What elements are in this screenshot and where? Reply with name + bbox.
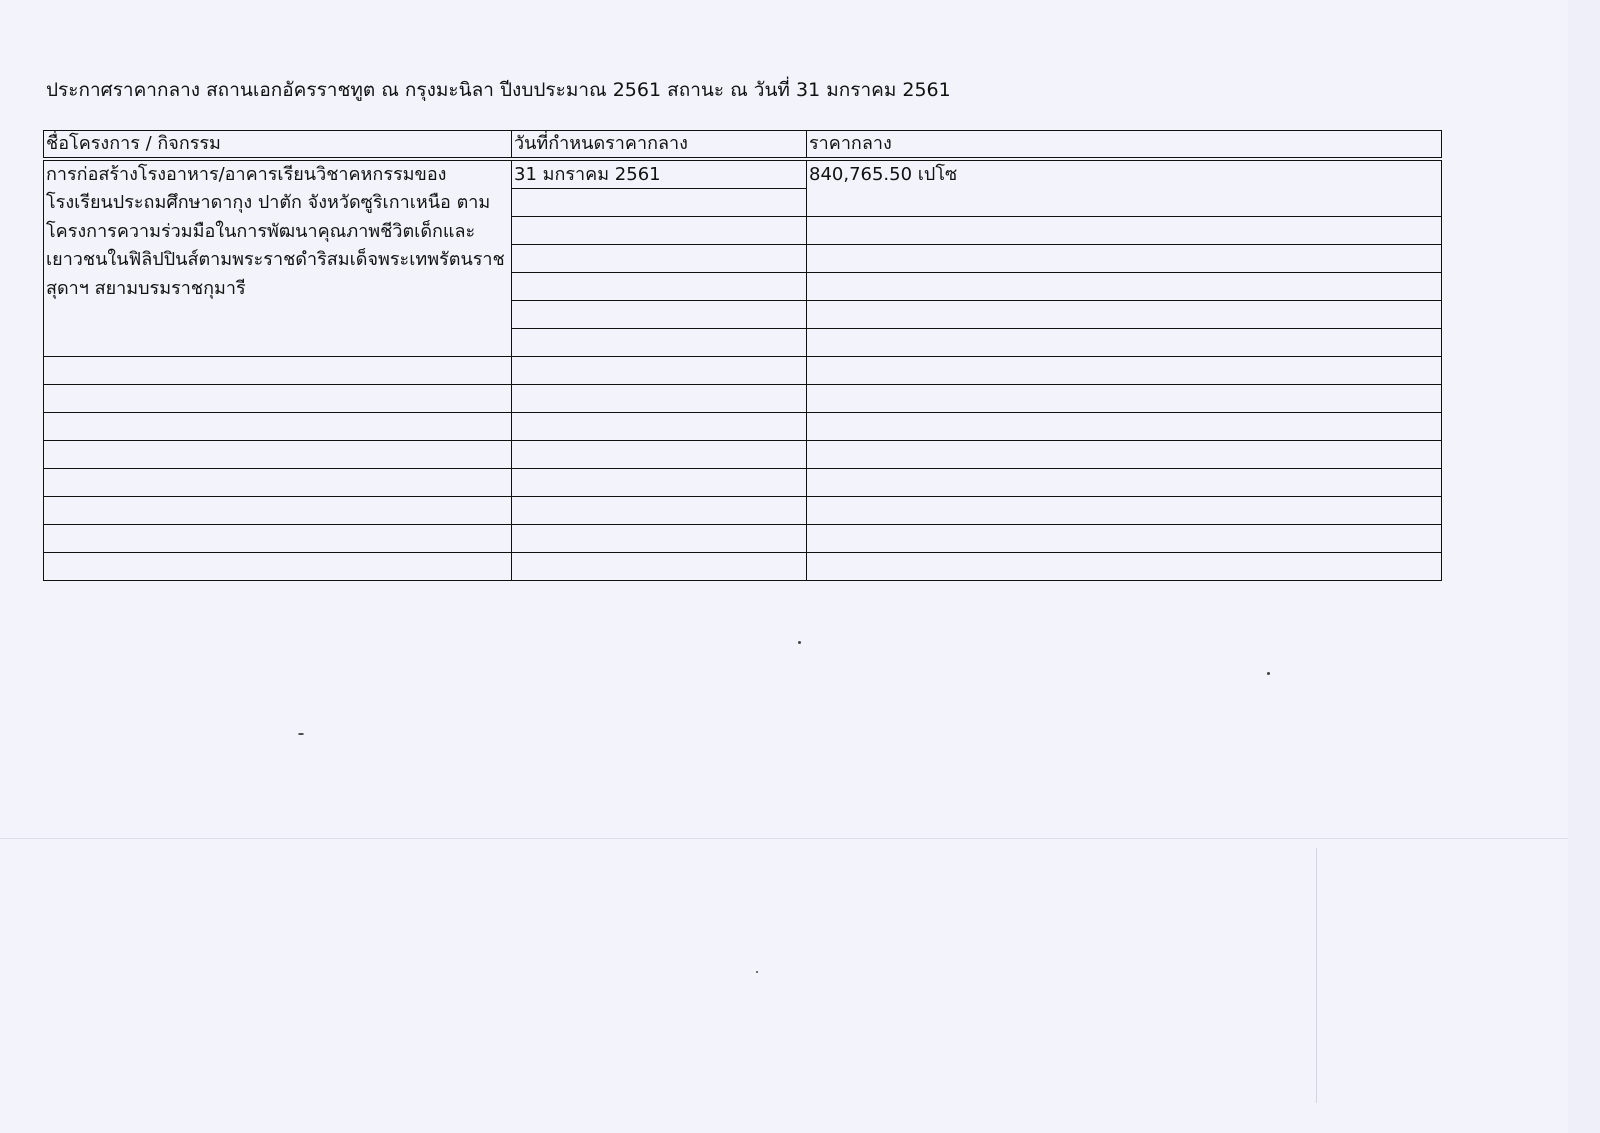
empty-cell <box>512 245 807 273</box>
empty-cell <box>807 329 1442 357</box>
table-row <box>44 525 1442 553</box>
table-row <box>44 553 1442 581</box>
scan-speck <box>798 641 801 644</box>
table-row <box>44 441 1442 469</box>
empty-cell <box>44 553 512 581</box>
empty-cell <box>807 245 1442 273</box>
empty-cell <box>512 469 807 497</box>
empty-cell <box>512 385 807 413</box>
scan-crease <box>1316 848 1317 1103</box>
empty-cell <box>807 497 1442 525</box>
document-title: ประกาศราคากลาง สถานเอกอัครราชทูต ณ กรุงมะนิลา ปีงบประมาณ 2561 สถานะ ณ วันที่ 31 มกราคม 2561 <box>46 79 951 101</box>
empty-cell <box>512 329 807 357</box>
table-row <box>44 469 1442 497</box>
empty-cell <box>512 441 807 469</box>
empty-cell <box>807 413 1442 441</box>
empty-cell <box>44 497 512 525</box>
empty-cell <box>44 525 512 553</box>
header-project: ชื่อโครงการ / กิจกรรม <box>44 131 512 160</box>
table-row <box>44 413 1442 441</box>
empty-cell <box>512 189 807 217</box>
reference-price-table <box>43 130 1442 581</box>
scan-speck <box>1267 672 1270 675</box>
price-date-cell: 31 มกราคม 2561 <box>512 159 807 189</box>
table-row <box>44 159 1442 189</box>
table-row <box>44 385 1442 413</box>
empty-cell <box>807 441 1442 469</box>
empty-cell <box>44 357 512 385</box>
empty-cell <box>44 413 512 441</box>
empty-cell <box>807 553 1442 581</box>
empty-cell <box>807 273 1442 301</box>
empty-cell <box>807 385 1442 413</box>
empty-cell <box>512 497 807 525</box>
empty-cell <box>807 469 1442 497</box>
header-date: วันที่กำหนดราคากลาง <box>512 131 807 160</box>
empty-cell <box>44 385 512 413</box>
empty-cell <box>807 525 1442 553</box>
empty-cell <box>44 441 512 469</box>
empty-cell <box>807 301 1442 329</box>
empty-cell <box>807 217 1442 245</box>
empty-cell <box>512 357 807 385</box>
header-price: ราคากลาง <box>807 131 1442 160</box>
empty-cell <box>512 217 807 245</box>
empty-cell <box>512 301 807 329</box>
project-name-cell: การก่อสร้างโรงอาหาร/อาคารเรียนวิชาคหกรรมของโรงเรียนประถมศึกษาดากุง ปาตัก จังหวัดซูริเกาเหนือ ตามโครงการความร่วมมือในการพัฒนาคุณภาพชีวิตเด็กและเยาวชนในฟิลิปปินส์ตามพระราชดำริสมเด็จพระเทพรัตนราชสุดาฯ สยามบรมราชกุมารี <box>44 159 512 357</box>
empty-cell <box>512 273 807 301</box>
empty-cell <box>44 469 512 497</box>
table-row <box>44 357 1442 385</box>
scan-edge <box>1568 0 1600 1133</box>
empty-cell <box>512 553 807 581</box>
page-fold-line <box>0 838 1600 839</box>
empty-cell <box>512 413 807 441</box>
table-header-row <box>44 131 1442 160</box>
empty-cell <box>512 525 807 553</box>
price-value-cell: 840,765.50 เปโซ <box>807 159 1442 217</box>
empty-cell <box>807 357 1442 385</box>
scan-speck <box>298 733 304 735</box>
table-row <box>44 497 1442 525</box>
scan-speck <box>756 971 758 973</box>
